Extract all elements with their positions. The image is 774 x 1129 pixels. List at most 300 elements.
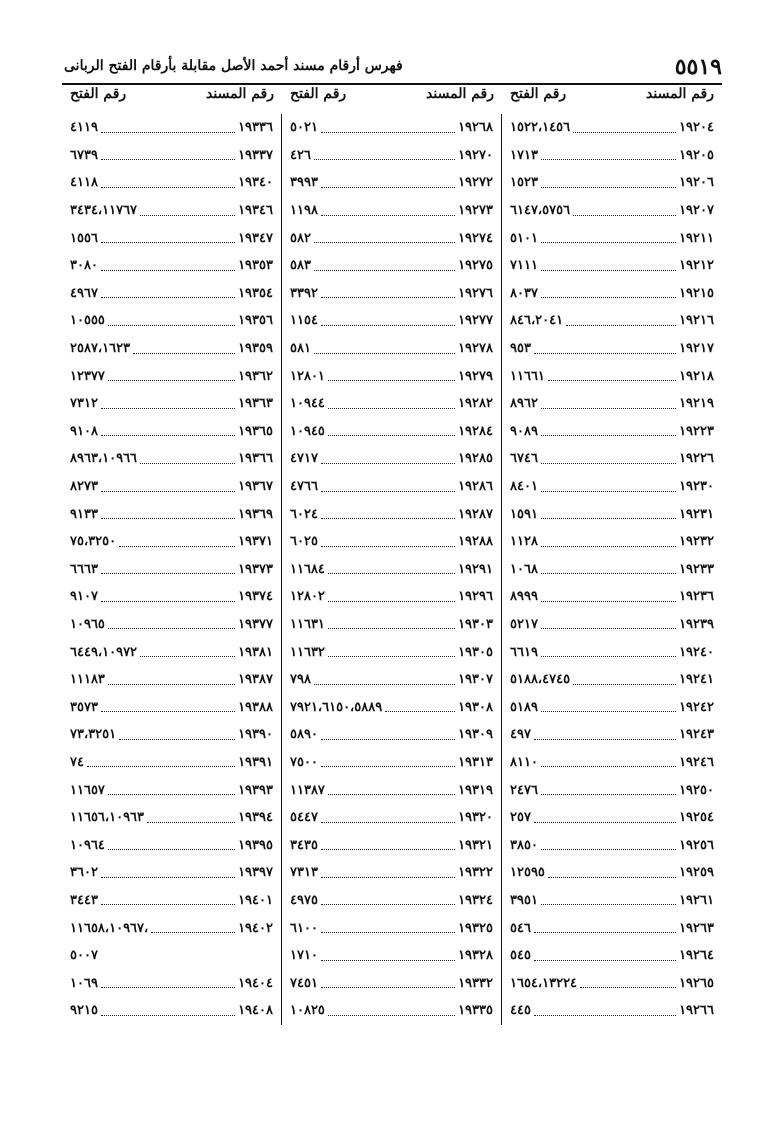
musnad-number: ١٩٢٠٤ xyxy=(679,120,714,136)
index-column xyxy=(502,114,722,1025)
index-row xyxy=(502,611,722,639)
fath-number: ٦٠٢٤ xyxy=(290,506,318,522)
dot-leader xyxy=(328,371,455,381)
dot-leader xyxy=(108,785,235,795)
dot-leader xyxy=(101,509,235,519)
index-row xyxy=(62,473,281,501)
musnad-number: ١٩٣٨٨ xyxy=(238,699,273,715)
index-row xyxy=(282,749,501,777)
fath-number: ٤٢٦ xyxy=(290,147,311,163)
fath-number: ١٥٢٢،١٤٥٦ xyxy=(510,120,571,136)
fath-number: ١١١٨٣ xyxy=(70,672,105,688)
index-row xyxy=(502,969,722,997)
page-number: ٥٥١٩ xyxy=(674,54,722,80)
musnad-number: ١٩٣٠٧ xyxy=(458,672,493,688)
dot-leader xyxy=(573,206,676,216)
dot-leader xyxy=(314,344,455,354)
index-row xyxy=(502,583,722,611)
musnad-number: ١٩٣٢٠ xyxy=(458,810,493,826)
musnad-number: ١٩٢٥٩ xyxy=(679,865,714,881)
musnad-number: ١٩٣٦٢ xyxy=(238,368,273,384)
index-row xyxy=(282,142,501,170)
fath-number: ١٧١٠ xyxy=(290,948,318,964)
musnad-number: ١٩٤٠٤ xyxy=(238,975,273,991)
index-row xyxy=(62,997,281,1025)
dot-leader xyxy=(314,150,455,160)
musnad-number: ١٩٢١١ xyxy=(679,230,714,246)
dot-leader xyxy=(541,757,676,767)
fath-number: ١٢٨٠٢ xyxy=(290,589,325,605)
musnad-number: ١٩٣٧٣ xyxy=(238,561,273,577)
fath-number: ١١٣٨٧ xyxy=(290,782,325,798)
fath-header: رقم الفتح xyxy=(70,86,127,102)
musnad-number: ١٩٢٠٧ xyxy=(679,203,714,219)
dot-leader xyxy=(534,730,676,740)
dot-leader xyxy=(321,951,455,961)
dot-leader xyxy=(328,592,455,602)
fath-number: ١٠٦٨ xyxy=(510,561,538,577)
index-row xyxy=(62,859,281,887)
dot-leader xyxy=(108,619,235,629)
dot-leader xyxy=(328,619,455,629)
dot-leader xyxy=(101,702,235,712)
musnad-number: ١٩٣٥٦ xyxy=(238,313,273,329)
column-header-group xyxy=(62,86,282,110)
dot-leader xyxy=(314,261,455,271)
index-row xyxy=(502,335,722,363)
dot-leader xyxy=(573,123,676,133)
fath-number: ١١٩٨ xyxy=(290,203,318,219)
musnad-number: ١٩٢٧٢ xyxy=(458,175,493,191)
index-row xyxy=(62,362,281,390)
dot-leader xyxy=(108,316,235,326)
dot-leader xyxy=(101,288,235,298)
musnad-number: ١٩٢٧٩ xyxy=(458,368,493,384)
dot-leader xyxy=(119,730,235,740)
column-headers xyxy=(62,86,722,110)
page-header xyxy=(62,52,722,84)
index-row xyxy=(62,169,281,197)
index-row xyxy=(62,804,281,832)
musnad-number: ١٩٢٧٠ xyxy=(458,147,493,163)
dot-leader xyxy=(321,813,455,823)
index-row xyxy=(62,418,281,446)
fath-number: ٧٩٨ xyxy=(290,672,311,688)
fath-number: ٥٤٦ xyxy=(510,920,531,936)
fath-number: ٦٧٤٦ xyxy=(510,451,538,467)
index-row xyxy=(62,611,281,639)
dot-leader xyxy=(321,923,455,933)
musnad-number: ١٩٢٣٩ xyxy=(679,616,714,632)
dot-leader xyxy=(101,123,235,133)
dot-leader xyxy=(541,482,676,492)
dot-leader xyxy=(321,730,455,740)
dot-leader xyxy=(314,233,455,243)
fath-number: ٥٢١٧ xyxy=(510,616,538,632)
dot-leader xyxy=(541,178,676,188)
dot-leader xyxy=(548,371,676,381)
musnad-number: ١٩٢٦٥ xyxy=(679,975,714,991)
fath-number: ٨٤٠١ xyxy=(510,479,538,495)
dot-leader xyxy=(147,813,235,823)
index-row xyxy=(62,197,281,225)
dot-leader xyxy=(108,675,235,685)
dot-leader xyxy=(321,840,455,850)
dot-leader xyxy=(321,178,455,188)
index-row xyxy=(502,776,722,804)
musnad-number: ١٩٣٤٧ xyxy=(238,230,273,246)
musnad-number: ١٩٣٩٥ xyxy=(238,837,273,853)
fath-number: ٤٩٧ xyxy=(510,727,531,743)
dot-leader xyxy=(328,399,455,409)
fath-number: ٢٥٨٧،١٦٢٣ xyxy=(70,341,131,357)
dot-leader xyxy=(140,647,235,657)
musnad-number: ١٩٢٩١ xyxy=(458,561,493,577)
fath-number: ٥٨٣ xyxy=(290,258,311,274)
fath-number: ٧٤ xyxy=(70,754,84,770)
dot-leader xyxy=(101,592,235,602)
index-row xyxy=(502,473,722,501)
musnad-number: ١٩٣٩٠ xyxy=(238,727,273,743)
musnad-number: ١٩٢٩٦ xyxy=(458,589,493,605)
fath-number: ١٠٩٦٥ xyxy=(70,616,105,632)
musnad-number: ١٩٣٣٧ xyxy=(238,147,273,163)
index-row xyxy=(62,280,281,308)
fath-number: ٧٥٠٠ xyxy=(290,754,318,770)
index-row xyxy=(62,528,281,556)
musnad-number: ١٩٣٩٣ xyxy=(238,782,273,798)
dot-leader xyxy=(321,206,455,216)
dot-leader xyxy=(328,647,455,657)
musnad-number: ١٩٣٧١ xyxy=(238,534,273,550)
fath-number: ١٥٢٣ xyxy=(510,175,538,191)
musnad-number: ١٩٣٦٧ xyxy=(238,479,273,495)
index-row xyxy=(282,418,501,446)
musnad-number: ١٩٣٦٦ xyxy=(238,451,273,467)
index-row xyxy=(502,197,722,225)
musnad-number: ١٩٢٤٣ xyxy=(679,727,714,743)
dot-leader xyxy=(534,951,676,961)
musnad-number: ١٩٢٦٤ xyxy=(679,948,714,964)
index-row xyxy=(502,169,722,197)
index-row xyxy=(62,142,281,170)
dot-leader xyxy=(101,1006,235,1016)
musnad-number: ١٩٢٧٤ xyxy=(458,230,493,246)
musnad-number: ١٩٤٠٨ xyxy=(238,1003,273,1019)
fath-number: ١٠٩٤٤ xyxy=(290,396,325,412)
musnad-number: ١٩٢٦٣ xyxy=(679,920,714,936)
dot-leader xyxy=(321,316,455,326)
musnad-number: ١٩٢٥٦ xyxy=(679,837,714,853)
musnad-number: ١٩٣٠٨ xyxy=(458,699,493,715)
fath-number: ٣٨٥٠ xyxy=(510,837,538,853)
index-row xyxy=(282,914,501,942)
musnad-number: ١٩٢٣٦ xyxy=(679,589,714,605)
index-row xyxy=(62,556,281,584)
index-row xyxy=(282,831,501,859)
fath-number: ٥١٨٨،٤٧٤٥ xyxy=(510,672,571,688)
index-row xyxy=(62,693,281,721)
musnad-number: ١٩٢٣٠ xyxy=(679,479,714,495)
fath-number: ٤٩٧٥ xyxy=(290,892,318,908)
musnad-number: ١٩٢٦١ xyxy=(679,892,714,908)
index-row xyxy=(282,307,501,335)
index-row xyxy=(62,666,281,694)
musnad-number: ١٩٢٦٦ xyxy=(679,1003,714,1019)
index-row xyxy=(62,252,281,280)
fath-number: ٧٤٥١ xyxy=(290,975,318,991)
fath-number: ١٦٥٤،١٣٢٢٤ xyxy=(510,975,578,991)
fath-number: ٩٢١٥ xyxy=(70,1003,98,1019)
dot-leader xyxy=(321,509,455,519)
fath-number: ٨٤٦،٢٠٤١ xyxy=(510,313,564,329)
index-row xyxy=(502,142,722,170)
dot-leader xyxy=(321,537,455,547)
dot-leader xyxy=(541,840,676,850)
musnad-number: ١٩٢٧٥ xyxy=(458,258,493,274)
musnad-number: ١٩٢١٢ xyxy=(679,258,714,274)
dot-leader xyxy=(108,840,235,850)
fath-number: ٦٠٢٥ xyxy=(290,534,318,550)
musnad-number: ١٩٣٢٤ xyxy=(458,892,493,908)
fath-number: ١٠٦٩ xyxy=(70,975,98,991)
index-row xyxy=(502,362,722,390)
fath-number: ٨٠٣٧ xyxy=(510,285,538,301)
fath-number: ٣٥٧٣ xyxy=(70,699,98,715)
fath-number: ٣٩٩٣ xyxy=(290,175,318,191)
fath-number: ٦٦١٩ xyxy=(510,644,538,660)
dot-leader xyxy=(541,647,676,657)
musnad-number: ١٩٢٥٠ xyxy=(679,782,714,798)
index-row xyxy=(62,942,281,970)
musnad-number: ١٩٣٣٥ xyxy=(458,1003,493,1019)
dot-leader xyxy=(314,675,455,685)
musnad-number: ١٩٢٧٣ xyxy=(458,203,493,219)
index-row xyxy=(282,583,501,611)
fath-number: ٣٣٩٢ xyxy=(290,285,318,301)
dot-leader xyxy=(541,426,676,436)
dot-leader xyxy=(140,206,235,216)
index-row xyxy=(62,721,281,749)
musnad-number: ١٩٢٣٣ xyxy=(679,561,714,577)
fath-number: ٦٧٣٩ xyxy=(70,147,98,163)
index-row xyxy=(62,335,281,363)
musnad-number: ١٩٣٠٥ xyxy=(458,644,493,660)
index-row xyxy=(62,831,281,859)
index-row xyxy=(62,390,281,418)
index-row xyxy=(62,776,281,804)
fath-number: ١٠٨٢٥ xyxy=(290,1003,325,1019)
fath-number: ١١٦٥٧ xyxy=(70,782,105,798)
index-row xyxy=(502,831,722,859)
dot-leader xyxy=(541,261,676,271)
dot-leader xyxy=(566,316,676,326)
index-columns xyxy=(62,114,722,1025)
fath-number: ٣٩٥١ xyxy=(510,892,538,908)
musnad-number: ١٩٣١٩ xyxy=(458,782,493,798)
fath-number: ،١١٦٥٨،١٠٩٦٧ xyxy=(70,920,149,936)
index-row xyxy=(502,997,722,1025)
fath-number: ٨١١٠ xyxy=(510,754,538,770)
fath-number: ٥٤٥ xyxy=(510,948,531,964)
index-row xyxy=(502,224,722,252)
index-row xyxy=(282,114,501,142)
dot-leader xyxy=(541,619,676,629)
musnad-number: ١٩٢١٥ xyxy=(679,285,714,301)
musnad-number: ١٩٣٦٩ xyxy=(238,506,273,522)
index-row xyxy=(282,804,501,832)
fath-number: ٣٦٠٢ xyxy=(70,865,98,881)
fath-number: ١١٢٨ xyxy=(510,534,538,550)
musnad-header: رقم المسند xyxy=(206,86,274,102)
fath-number: ١٢٥٩٥ xyxy=(510,865,545,881)
musnad-number: ١٩٢٨٧ xyxy=(458,506,493,522)
dot-leader xyxy=(101,150,235,160)
index-row xyxy=(62,969,281,997)
dot-leader xyxy=(580,978,676,988)
musnad-number: ١٩٣٠٣ xyxy=(458,616,493,632)
musnad-number: ١٩٢٤٠ xyxy=(679,644,714,660)
musnad-header: رقم المسند xyxy=(646,86,714,102)
index-row xyxy=(282,252,501,280)
musnad-number: ١٩٢٨٥ xyxy=(458,451,493,467)
musnad-number: ١٩٢٧٦ xyxy=(458,285,493,301)
dot-leader xyxy=(573,675,676,685)
fath-number: ١١٦٥٦،١٠٩٦٣ xyxy=(70,810,145,826)
fath-number: ٧٣١٢ xyxy=(70,396,98,412)
index-row xyxy=(282,528,501,556)
musnad-number: ١٩٢٧٧ xyxy=(458,313,493,329)
musnad-number: ١٩٣٧٧ xyxy=(238,616,273,632)
index-row xyxy=(282,556,501,584)
musnad-number: ١٩٢٧٨ xyxy=(458,341,493,357)
index-row xyxy=(502,528,722,556)
fath-number: ٧١١١ xyxy=(510,258,538,274)
index-row xyxy=(282,335,501,363)
index-row xyxy=(282,887,501,915)
musnad-number: ١٩٢٨٤ xyxy=(458,423,493,439)
musnad-number: ١٩٢١٩ xyxy=(679,396,714,412)
dot-leader xyxy=(101,564,235,574)
index-row xyxy=(62,307,281,335)
index-row xyxy=(62,500,281,528)
fath-number: ١٧١٣ xyxy=(510,147,538,163)
index-row xyxy=(502,942,722,970)
index-row xyxy=(62,224,281,252)
fath-number: ١٠٥٥٥ xyxy=(70,313,105,329)
fath-number: ١١٥٤ xyxy=(290,313,318,329)
dot-leader xyxy=(321,978,455,988)
index-row xyxy=(282,859,501,887)
dot-leader xyxy=(101,951,270,960)
index-row xyxy=(502,859,722,887)
fath-number: ٦٦٦٣ xyxy=(70,561,98,577)
index-row xyxy=(282,693,501,721)
dot-leader xyxy=(101,233,235,243)
musnad-number: ١٩٢١٦ xyxy=(679,313,714,329)
fath-number: ١١٦٦١ xyxy=(510,368,545,384)
index-row xyxy=(282,666,501,694)
index-row xyxy=(502,252,722,280)
musnad-number: ١٩٢٨٨ xyxy=(458,534,493,550)
index-row xyxy=(502,804,722,832)
index-row xyxy=(282,362,501,390)
index-row xyxy=(502,418,722,446)
dot-leader xyxy=(321,454,455,464)
fath-number: ٦٤٤٩،١٠٩٧٢ xyxy=(70,644,138,660)
fath-number: ٩١٠٨ xyxy=(70,423,98,439)
musnad-number: ١٩٣٦٥ xyxy=(238,423,273,439)
musnad-number: ١٩٣٢٢ xyxy=(458,865,493,881)
dot-leader xyxy=(534,813,676,823)
index-row xyxy=(502,914,722,942)
fath-number: ٧٥،٣٢٥٠ xyxy=(70,534,117,550)
index-row xyxy=(62,914,281,942)
musnad-number: ١٩٢٤٢ xyxy=(679,699,714,715)
musnad-number: ١٩٢٤١ xyxy=(679,672,714,688)
fath-header: رقم الفتح xyxy=(290,86,347,102)
index-row xyxy=(502,390,722,418)
dot-leader xyxy=(548,868,676,878)
dot-leader xyxy=(101,426,235,436)
musnad-number: ١٩٣٩٤ xyxy=(238,810,273,826)
fath-number: ٥٤٤٧ xyxy=(290,810,318,826)
musnad-number: ١٩٣٧٤ xyxy=(238,589,273,605)
dot-leader xyxy=(328,785,455,795)
index-row xyxy=(502,500,722,528)
index-row xyxy=(502,721,722,749)
musnad-number: ١٩٣٢١ xyxy=(458,837,493,853)
fath-number: ٥٨١ xyxy=(290,341,311,357)
fath-number: ٥١٨٩ xyxy=(510,699,538,715)
fath-number: ٣٤٣٥ xyxy=(290,837,318,853)
musnad-number: ١٩٣٩١ xyxy=(238,754,273,770)
index-row xyxy=(282,638,501,666)
index-row xyxy=(502,114,722,142)
dot-leader xyxy=(328,426,455,436)
dot-leader xyxy=(534,1006,676,1016)
musnad-number: ١٩٢٠٦ xyxy=(679,175,714,191)
dot-leader xyxy=(101,482,235,492)
index-row xyxy=(282,197,501,225)
dot-leader xyxy=(321,868,455,878)
dot-leader xyxy=(101,868,235,878)
dot-leader xyxy=(541,537,676,547)
dot-leader xyxy=(385,702,455,712)
musnad-number: ١٩٣٠٩ xyxy=(458,727,493,743)
fath-number: ١١٦٣٢ xyxy=(290,644,325,660)
fath-number: ٨٩٦٣،١٠٩٦٦ xyxy=(70,451,138,467)
musnad-number: ١٩٣٨٧ xyxy=(238,672,273,688)
index-row xyxy=(502,749,722,777)
header-rule xyxy=(62,83,722,85)
index-row xyxy=(62,114,281,142)
fath-number: ٥١٠١ xyxy=(510,230,538,246)
index-row xyxy=(282,997,501,1025)
index-column xyxy=(62,114,282,1025)
fath-number: ٩٠٨٩ xyxy=(510,423,538,439)
page-title: فهرس أرقام مسند أحمد الأصل مقابلة بأرقام الفتح الربانى xyxy=(64,58,403,74)
musnad-number: ١٩٣٣٢ xyxy=(458,975,493,991)
musnad-number: ١٩٢١٨ xyxy=(679,368,714,384)
column-header-group xyxy=(282,86,502,110)
fath-number: ٢٤٧٦ xyxy=(510,782,538,798)
fath-number: ١١٦٨٤ xyxy=(290,561,325,577)
musnad-number: ١٩٣٩٧ xyxy=(238,865,273,881)
fath-number: ١٠٩٤٥ xyxy=(290,423,325,439)
dot-leader xyxy=(119,537,235,547)
musnad-number: ١٩٢٥٤ xyxy=(679,810,714,826)
